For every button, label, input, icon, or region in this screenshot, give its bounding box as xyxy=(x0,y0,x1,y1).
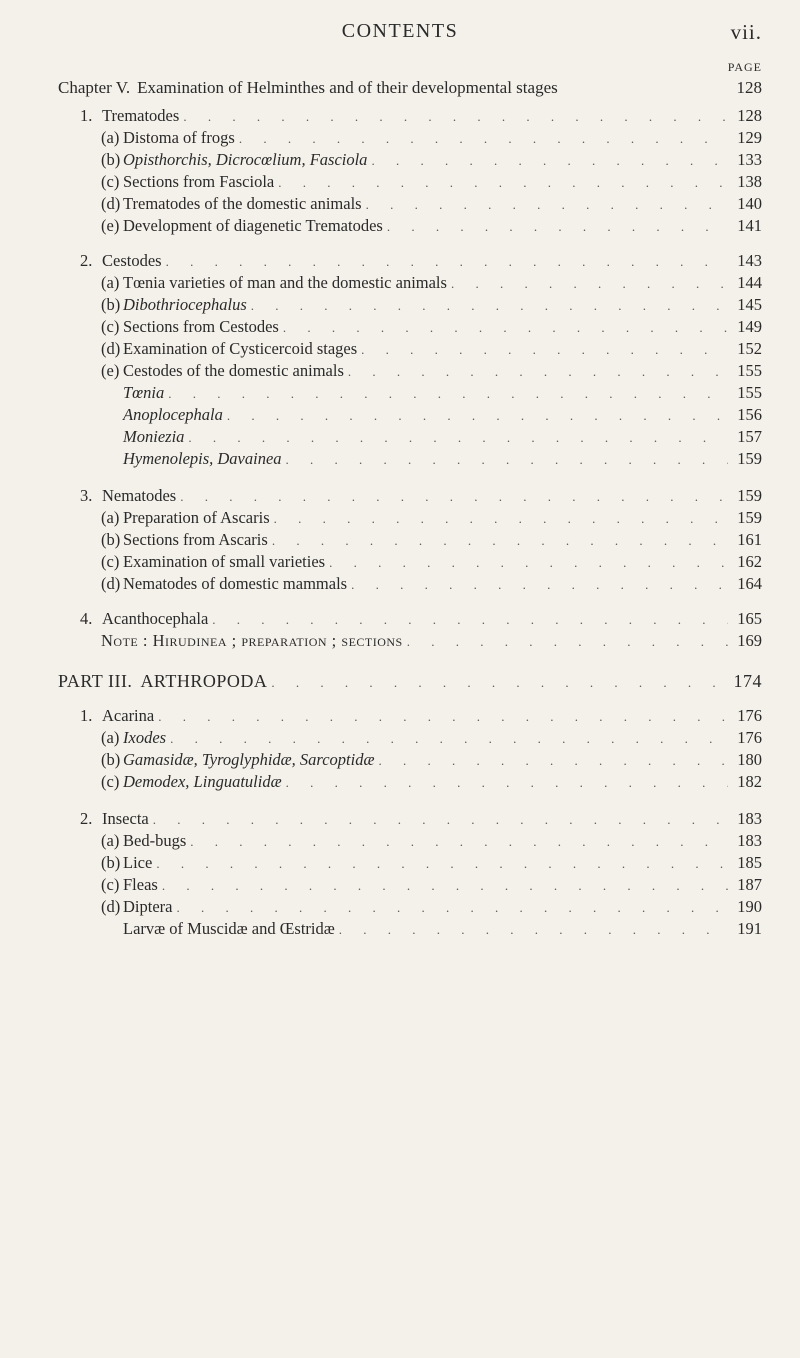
toc-entry-page: 187 xyxy=(737,875,762,894)
toc-entry-page: 156 xyxy=(737,405,762,424)
toc-entry-title: Acanthocephala xyxy=(102,609,209,628)
toc-entry-number: Chapter V. xyxy=(58,78,131,97)
dot-leader xyxy=(170,728,728,750)
toc-entry-number: (b) xyxy=(101,853,121,872)
toc-entry-number: (a) xyxy=(101,273,120,292)
toc-entry-number: (c) xyxy=(101,772,120,791)
toc-entry-title: Anoplocephala xyxy=(123,405,223,424)
toc-entry-page: 164 xyxy=(737,574,762,593)
toc-entry-page: 183 xyxy=(737,831,762,850)
dot-leader xyxy=(348,361,728,383)
toc-entry-page: 169 xyxy=(737,631,762,650)
toc-entry-page: 149 xyxy=(737,317,762,336)
toc-entry-number: (c) xyxy=(101,172,120,191)
toc-entry xyxy=(101,294,762,316)
toc-entry-title: Gamasidæ, Tyroglyphidæ, Sarcoptidæ xyxy=(123,750,375,769)
toc-entry xyxy=(101,896,762,918)
toc-entry xyxy=(101,171,762,193)
toc-entry-page: 185 xyxy=(737,853,762,872)
toc-entry-number: (e) xyxy=(101,361,120,380)
toc-entry-title: Sections from Fasciola xyxy=(123,172,275,191)
toc-entry xyxy=(101,749,762,771)
toc-entry-number: (d) xyxy=(101,194,121,213)
toc-entry xyxy=(101,338,762,360)
toc-entry-title: Tœnia xyxy=(123,383,165,402)
toc-entry xyxy=(80,105,762,127)
toc-entry-number: 3. xyxy=(80,486,93,505)
dot-leader xyxy=(283,317,728,339)
toc-entry xyxy=(101,127,762,149)
dot-leader xyxy=(251,295,728,317)
toc-entry-number: 1. xyxy=(80,706,93,725)
toc-entry-title: Dibothriocephalus xyxy=(123,295,247,314)
toc-entry-page: 128 xyxy=(737,106,762,125)
toc-entry xyxy=(123,918,762,940)
dot-leader xyxy=(180,486,728,508)
toc-entry-page: 165 xyxy=(737,609,762,628)
dot-leader xyxy=(153,809,728,831)
toc-entry-title: Cestodes of the domestic animals xyxy=(123,361,344,380)
toc-entry xyxy=(80,250,762,272)
toc-entry-number: (c) xyxy=(101,317,120,336)
toc-entry-number: (a) xyxy=(101,728,120,747)
dot-leader xyxy=(183,106,728,128)
toc-entry-title: Trematodes of the domestic animals xyxy=(123,194,362,213)
dot-leader xyxy=(286,772,728,794)
toc-entry-page: 141 xyxy=(737,216,762,235)
toc-entry-number: (d) xyxy=(101,574,121,593)
toc-entry-page: 174 xyxy=(733,671,762,691)
toc-entry-number: PART III. xyxy=(58,671,133,691)
toc-entry-page: 182 xyxy=(737,772,762,791)
toc-entry-title: Acarina xyxy=(102,706,155,725)
toc-entry-page: 128 xyxy=(736,78,762,97)
toc-entry-page: 176 xyxy=(737,706,762,725)
running-head xyxy=(0,20,800,50)
dot-leader xyxy=(158,706,728,728)
toc-entry xyxy=(123,382,762,404)
toc-entry-page: 159 xyxy=(737,508,762,527)
toc-entry-page: 145 xyxy=(737,295,762,314)
toc-entry xyxy=(101,507,762,529)
toc-entry-page: 191 xyxy=(737,919,762,938)
toc-entry-title: Diptera xyxy=(123,897,173,916)
dot-leader xyxy=(212,609,728,631)
dot-leader xyxy=(227,405,728,427)
toc-entry-title: Larvæ of Muscidæ and Œstridæ xyxy=(123,919,335,938)
toc-entry xyxy=(101,874,762,896)
toc-entry-number: (e) xyxy=(101,216,120,235)
toc-entry xyxy=(123,448,762,470)
toc-entry xyxy=(101,215,762,237)
toc-entry-title: Examination of Cysticercoid stages xyxy=(123,339,358,358)
toc-entry xyxy=(101,852,762,874)
toc-entry xyxy=(101,360,762,382)
dot-leader xyxy=(278,172,728,194)
toc-entry-title: Opisthorchis, Dicrocœlium, Fasciola xyxy=(123,150,368,169)
toc-entry-title: Hymenolepis, Davainea xyxy=(123,449,282,468)
toc-entry-page: 152 xyxy=(737,339,762,358)
toc-entry-page: 155 xyxy=(737,383,762,402)
toc-entry xyxy=(101,573,762,595)
toc-entry xyxy=(101,316,762,338)
toc-entry-title: Examination of Helminthes and of their developmental stages xyxy=(137,78,558,97)
toc-entry-page: 159 xyxy=(737,449,762,468)
toc-entry-number: 4. xyxy=(80,609,93,628)
toc-entry-number: 2. xyxy=(80,809,93,828)
toc-entry-page: 144 xyxy=(737,273,762,292)
toc-entry-page: 176 xyxy=(737,728,762,747)
toc-entry-title: Trematodes xyxy=(102,106,180,125)
toc-entry xyxy=(123,426,762,448)
toc-entry-title: Examination of small varieties xyxy=(123,552,326,571)
toc-entry xyxy=(101,830,762,852)
dot-leader xyxy=(156,853,728,875)
toc-entry xyxy=(101,551,762,573)
toc-entry-page: 138 xyxy=(737,172,762,191)
running-head-title: CONTENTS xyxy=(341,20,459,42)
dot-leader xyxy=(339,919,728,941)
dot-leader xyxy=(361,339,728,361)
toc-entry-title: Fleas xyxy=(123,875,158,894)
toc-entry-page: 143 xyxy=(737,251,762,270)
toc-entry-page: 155 xyxy=(737,361,762,380)
toc-entry xyxy=(101,529,762,551)
toc-entry xyxy=(101,149,762,171)
page-column-label: PAGE xyxy=(727,60,762,74)
dot-leader xyxy=(378,750,728,772)
dot-leader xyxy=(407,631,728,653)
dot-leader xyxy=(188,427,728,449)
toc-entry xyxy=(101,630,762,652)
dot-leader xyxy=(162,875,728,897)
toc-entry-page: 190 xyxy=(737,897,762,916)
page-folio: vii. xyxy=(730,20,762,44)
toc-entry xyxy=(123,404,762,426)
toc-entry-title: Preparation of Ascaris xyxy=(123,508,270,527)
toc-entry-title: Lice xyxy=(123,853,153,872)
toc-entry-title: Bed-bugs xyxy=(123,831,187,850)
dot-leader xyxy=(387,216,728,238)
dot-leader xyxy=(274,508,728,530)
toc-entry-title: Nematodes of domestic mammals xyxy=(123,574,348,593)
toc-entry-page: 162 xyxy=(737,552,762,571)
toc-entry xyxy=(101,771,762,793)
dot-leader xyxy=(351,574,728,596)
dot-leader xyxy=(190,831,728,853)
toc-entry-number: (b) xyxy=(101,295,121,314)
dot-leader xyxy=(329,552,728,574)
toc-entry-number: (b) xyxy=(101,530,121,549)
dot-leader xyxy=(371,150,728,172)
toc-entry xyxy=(80,608,762,630)
toc-entry-title: Cestodes xyxy=(102,251,162,270)
toc-entry-number: 1. xyxy=(80,106,93,125)
toc-entry xyxy=(80,485,762,507)
toc-entry-number: (d) xyxy=(101,339,121,358)
toc-entry-page: 161 xyxy=(737,530,762,549)
dot-leader xyxy=(286,449,728,471)
toc-entry-number: (c) xyxy=(101,552,120,571)
toc-entry-title: Moniezia xyxy=(123,427,185,446)
dot-leader xyxy=(272,530,728,552)
toc-entry-title: Insecta xyxy=(102,809,149,828)
toc-entry-title: Ixodes xyxy=(123,728,167,747)
toc-entry xyxy=(80,705,762,727)
dot-leader xyxy=(271,672,728,694)
toc-entry-number: (d) xyxy=(101,897,121,916)
toc-entry xyxy=(80,808,762,830)
toc-entry-title: Sections from Cestodes xyxy=(123,317,279,336)
toc-entry-number: (b) xyxy=(101,150,121,169)
toc-entry-page: 159 xyxy=(737,486,762,505)
toc-entry xyxy=(101,727,762,749)
toc-entry-title: Development of diagenetic Trematodes xyxy=(123,216,383,235)
toc-entry-page: 129 xyxy=(737,128,762,147)
toc-entry-title: Nematodes xyxy=(102,486,177,505)
toc-entry-title: Tœnia varieties of man and the domestic animals xyxy=(123,273,447,292)
dot-leader xyxy=(366,194,728,216)
dot-leader xyxy=(166,251,728,273)
toc-entry-title: Note : Hirudinea ; preparation ; sections xyxy=(101,631,403,650)
toc-entry xyxy=(101,272,762,294)
toc-entry-page: 140 xyxy=(737,194,762,213)
toc-entry-number: (a) xyxy=(101,508,120,527)
toc-entry-number: (a) xyxy=(101,831,120,850)
toc-entry xyxy=(101,193,762,215)
dot-leader xyxy=(176,897,728,919)
dot-leader xyxy=(451,273,728,295)
toc-entry-title: Sections from Ascaris xyxy=(123,530,268,549)
dot-leader xyxy=(168,383,728,405)
toc-entry-page: 157 xyxy=(737,427,762,446)
toc-entry-number: (b) xyxy=(101,750,121,769)
toc-entry-title: Demodex, Linguatulidæ xyxy=(123,772,282,791)
toc-entry-title: Distoma of frogs xyxy=(123,128,235,147)
toc-entry-page: 183 xyxy=(737,809,762,828)
toc-entry-number: (c) xyxy=(101,875,120,894)
toc-entry-page: 133 xyxy=(737,150,762,169)
toc-entry-chapter-v xyxy=(58,77,762,99)
toc-entry-page: 180 xyxy=(737,750,762,769)
toc-entry-part-iii xyxy=(58,670,762,692)
toc-entry-number: 2. xyxy=(80,251,93,270)
toc-entry-number: (a) xyxy=(101,128,120,147)
dot-leader xyxy=(239,128,728,150)
toc-entry-title: ARTHROPODA xyxy=(140,671,268,691)
